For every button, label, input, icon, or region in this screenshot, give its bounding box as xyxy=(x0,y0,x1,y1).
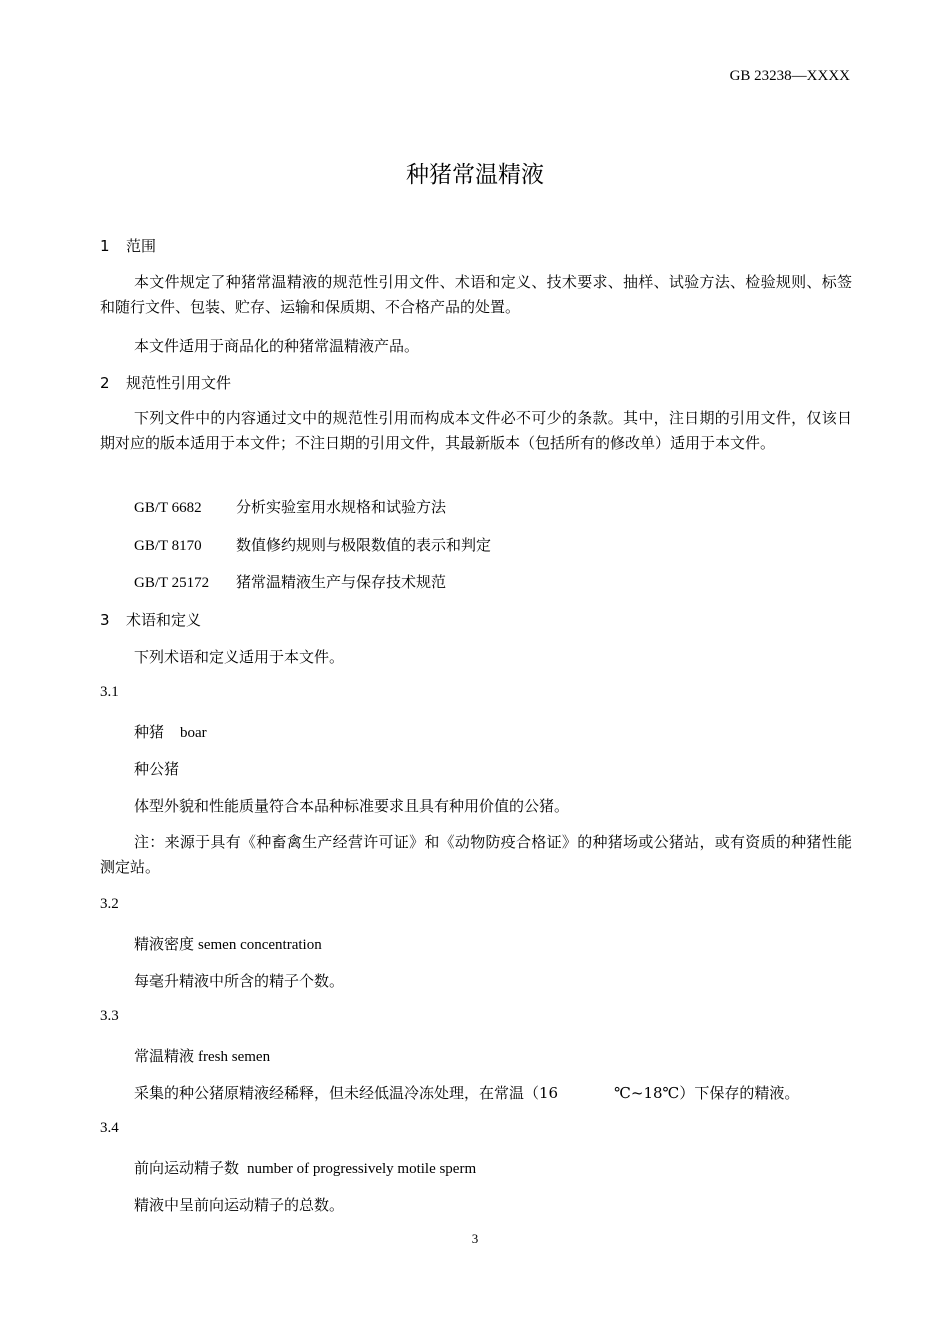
term-definition: 体型外貌和性能质量符合本品种标准要求且具有种用价值的公猪。 xyxy=(134,797,570,815)
term-english: fresh semen xyxy=(198,1049,271,1065)
term-heading xyxy=(134,933,322,954)
term-chinese: 种猪 xyxy=(134,723,165,741)
term-definition: 采集的种公猪原精液经稀释，但未经低温冷冻处理，在常温（16 ℃~18℃）下保存的精液。 xyxy=(134,1084,800,1102)
page-number: 3 xyxy=(471,1231,479,1246)
section-2-heading xyxy=(100,372,231,393)
document-title: 种猪常温精液 xyxy=(406,162,544,188)
reference-code: GB/T 6682 xyxy=(134,500,202,516)
reference-item xyxy=(134,496,446,517)
term-heading xyxy=(134,1157,476,1178)
standard-code-header: GB 23238—XXXX xyxy=(729,68,850,84)
section-number: 2 xyxy=(100,374,110,392)
term-number: 3.2 xyxy=(100,896,119,912)
term-english: number of progressively motile sperm xyxy=(247,1161,477,1177)
term-heading xyxy=(134,721,207,742)
section-1-paragraph-applicability: 本文件适用于商品化的种猪常温精液产品。 xyxy=(134,337,420,355)
term-number: 3.1 xyxy=(100,684,119,700)
term-heading xyxy=(134,1045,270,1066)
reference-code: GB/T 25172 xyxy=(134,575,210,591)
section-1-paragraph-scope: 本文件规定了种猪常温精液的规范性引用文件、术语和定义、技术要求、抽样、试验方法、检验规则、标签和随行文件、包装、贮存、运输和保质期、不合格产品的处置。 xyxy=(100,273,852,316)
term-english: boar xyxy=(180,725,207,741)
reference-title: 数值修约规则与极限数值的表示和判定 xyxy=(236,536,492,554)
reference-item xyxy=(134,571,446,592)
section-title: 术语和定义 xyxy=(126,611,202,629)
term-english: semen concentration xyxy=(198,937,322,953)
section-2-paragraph: 下列文件中的内容通过文中的规范性引用而构成本文件必不可少的条款。其中，注日期的引用文件，仅该日期对应的版本适用于本文件；不注日期的引用文件，其最新版本（包括所有的修改单）适用于本文件。 xyxy=(100,409,852,452)
term-definition: 精液中呈前向运动精子的总数。 xyxy=(134,1196,345,1214)
term-chinese: 前向运动精子数 xyxy=(134,1159,240,1177)
reference-title: 分析实验室用水规格和试验方法 xyxy=(236,498,447,516)
section-3-intro: 下列术语和定义适用于本文件。 xyxy=(134,648,345,666)
term-chinese: 精液密度 xyxy=(134,935,195,953)
reference-code: GB/T 8170 xyxy=(134,538,202,554)
term-number: 3.4 xyxy=(100,1120,119,1136)
reference-title: 猪常温精液生产与保存技术规范 xyxy=(236,573,447,591)
section-number: 3 xyxy=(100,611,110,629)
term-alternative: 种公猪 xyxy=(134,760,180,778)
section-title: 范围 xyxy=(126,237,157,255)
term-definition: 每毫升精液中所含的精子个数。 xyxy=(134,972,345,990)
reference-item xyxy=(134,534,491,555)
temperature-range: ℃~18℃ xyxy=(614,1084,680,1102)
section-3-heading xyxy=(100,609,201,630)
section-title: 规范性引用文件 xyxy=(126,374,232,392)
section-number: 1 xyxy=(100,237,110,255)
term-note: 注：来源于具有《种畜禽生产经营许可证》和《动物防疫合格证》的种猪场或公猪站，或有资质的种猪性能测定站。 xyxy=(100,833,852,876)
term-chinese: 常温精液 xyxy=(134,1047,195,1065)
section-1-heading xyxy=(100,235,156,256)
term-number: 3.3 xyxy=(100,1008,119,1024)
